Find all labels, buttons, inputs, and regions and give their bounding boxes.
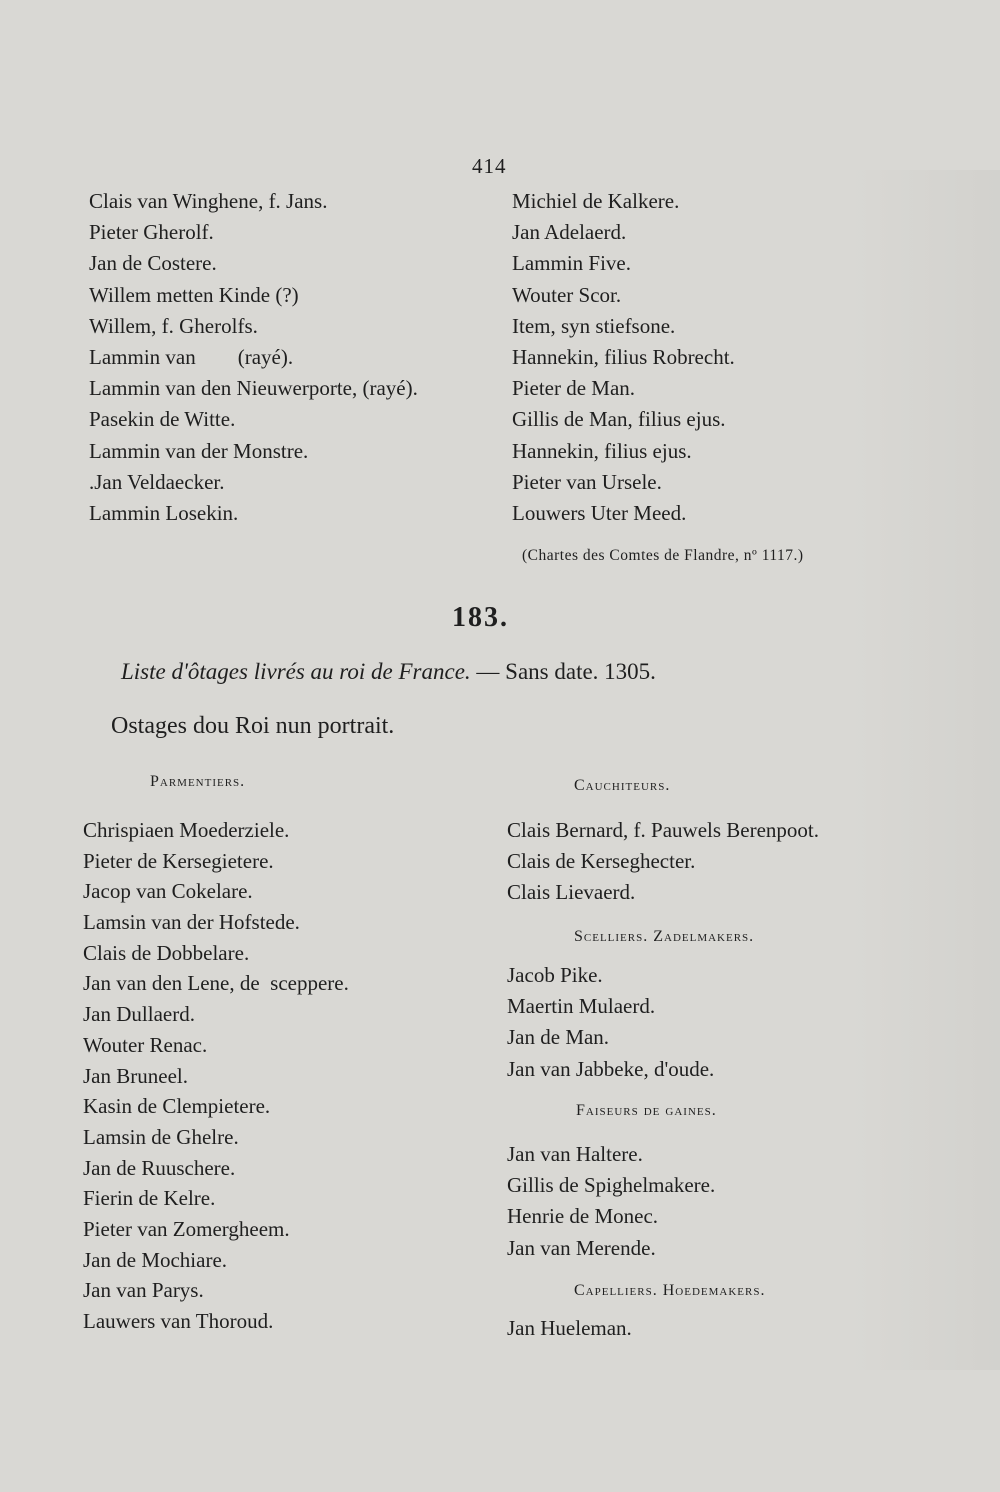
- list-item: Clais Lievaerd.: [507, 880, 636, 905]
- list-item: Louwers Uter Meed.: [512, 500, 687, 525]
- list-item: Wouter Renac.: [83, 1032, 208, 1057]
- list-item: Jan de Costere.: [89, 251, 217, 276]
- faiseurs-list: [507, 1139, 715, 1264]
- list-item: Clais de Kerseghecter.: [507, 849, 696, 874]
- section-heading-scelliers: Scelliers. Zadelmakers.: [574, 928, 755, 945]
- list-item: Jan de Mochiare.: [83, 1247, 228, 1272]
- list-item: .Jan Veldaecker.: [89, 469, 225, 494]
- list-item: Henrie de Monec.: [507, 1204, 659, 1229]
- document-title: [121, 659, 656, 685]
- list-item: Lammin Five.: [512, 251, 631, 276]
- bleed-through-shadow: [850, 170, 1000, 1370]
- list-item: Fierin de Kelre.: [83, 1186, 216, 1211]
- list-item: Lammin van (rayé).: [89, 344, 294, 369]
- list-item: Jan van Jabbeke, d'oude.: [507, 1056, 715, 1081]
- list-item: Pieter de Kersegietere.: [83, 848, 274, 873]
- list-item: Jan de Man.: [507, 1025, 610, 1050]
- list-item: Item, syn stiefsone.: [512, 313, 676, 338]
- section-heading-cauchiteurs: Cauchiteurs.: [574, 777, 671, 794]
- list-item: Kasin de Clempietere.: [83, 1094, 271, 1119]
- list-item: Jan van Merende.: [507, 1235, 656, 1260]
- list-item: Jan de Ruuschere.: [83, 1155, 236, 1180]
- document-title-italic: Liste d'ôtages livrés au roi de France.: [121, 659, 471, 684]
- list-item: Chrispiaen Moederziele.: [83, 818, 290, 842]
- list-item: Lauwers van Thoroud.: [83, 1309, 274, 1333]
- list-item: Jan Dullaerd.: [83, 1002, 195, 1027]
- section-heading-faiseurs-de-gaines: Faiseurs de gaines.: [576, 1102, 717, 1119]
- list-item: Pieter de Man.: [512, 376, 636, 401]
- list-item: Clais Bernard, f. Pauwels Berenpoot.: [507, 818, 820, 842]
- list-item: Pasekin de Witte.: [89, 407, 236, 432]
- list-item: Hannekin, filius ejus.: [512, 438, 692, 463]
- list-item: Jan van Haltere.: [507, 1142, 643, 1166]
- list-item: Maertin Mulaerd.: [507, 994, 656, 1019]
- list-item: Lammin Losekin.: [89, 500, 239, 525]
- list-item: Jan Bruneel.: [83, 1063, 188, 1088]
- document-number: 183.: [452, 602, 509, 633]
- list-item: Willem metten Kinde (?): [89, 282, 299, 307]
- list-item: Clais van Winghene, f. Jans.: [89, 189, 328, 213]
- scelliers-list: [507, 960, 714, 1085]
- list-item: Gillis de Man, filius ejus.: [512, 407, 726, 432]
- source-citation: (Chartes des Comtes de Flandre, nº 1117.): [522, 547, 804, 564]
- list-item: Lamsin de Ghelre.: [83, 1124, 239, 1149]
- list-item: Pieter van Zomergheem.: [83, 1216, 290, 1241]
- section-heading-parmentiers: Parmentiers.: [150, 773, 246, 790]
- cauchiteurs-list: [507, 815, 819, 909]
- list-item: Jan van den Lene, de sceppere.: [83, 971, 349, 996]
- list-item: Jacop van Cokelare.: [83, 879, 253, 904]
- list-item: Jan van Parys.: [83, 1278, 204, 1303]
- list-item: Jan Hueleman.: [507, 1316, 632, 1340]
- page-number: 414: [472, 154, 507, 178]
- list-item: Pieter Gherolf.: [89, 220, 214, 245]
- list-item: Michiel de Kalkere.: [512, 189, 680, 213]
- top-left-name-list: [89, 186, 418, 529]
- list-item: Hannekin, filius Robrecht.: [512, 344, 735, 369]
- top-right-name-list: [512, 186, 735, 529]
- list-item: Lammin van der Monstre.: [89, 438, 309, 463]
- capelliers-list: [507, 1313, 632, 1344]
- section-heading-capelliers: Capelliers. Hoedemakers.: [574, 1282, 766, 1299]
- list-item: Wouter Scor.: [512, 282, 622, 307]
- parmentiers-list: [83, 815, 349, 1337]
- document-title-date: — Sans date. 1305.: [470, 659, 656, 684]
- list-item: Pieter van Ursele.: [512, 469, 662, 494]
- list-item: Jan Adelaerd.: [512, 220, 627, 245]
- list-item: Clais de Dobbelare.: [83, 940, 250, 965]
- list-item: Lamsin van der Hofstede.: [83, 910, 300, 935]
- list-item: Willem, f. Gherolfs.: [89, 313, 258, 338]
- document-subtitle: Ostages dou Roi nun portrait.: [111, 713, 395, 739]
- list-item: Lammin van den Nieuwerporte, (rayé).: [89, 376, 418, 401]
- list-item: Gillis de Spighelmakere.: [507, 1173, 716, 1198]
- list-item: Jacob Pike.: [507, 963, 603, 987]
